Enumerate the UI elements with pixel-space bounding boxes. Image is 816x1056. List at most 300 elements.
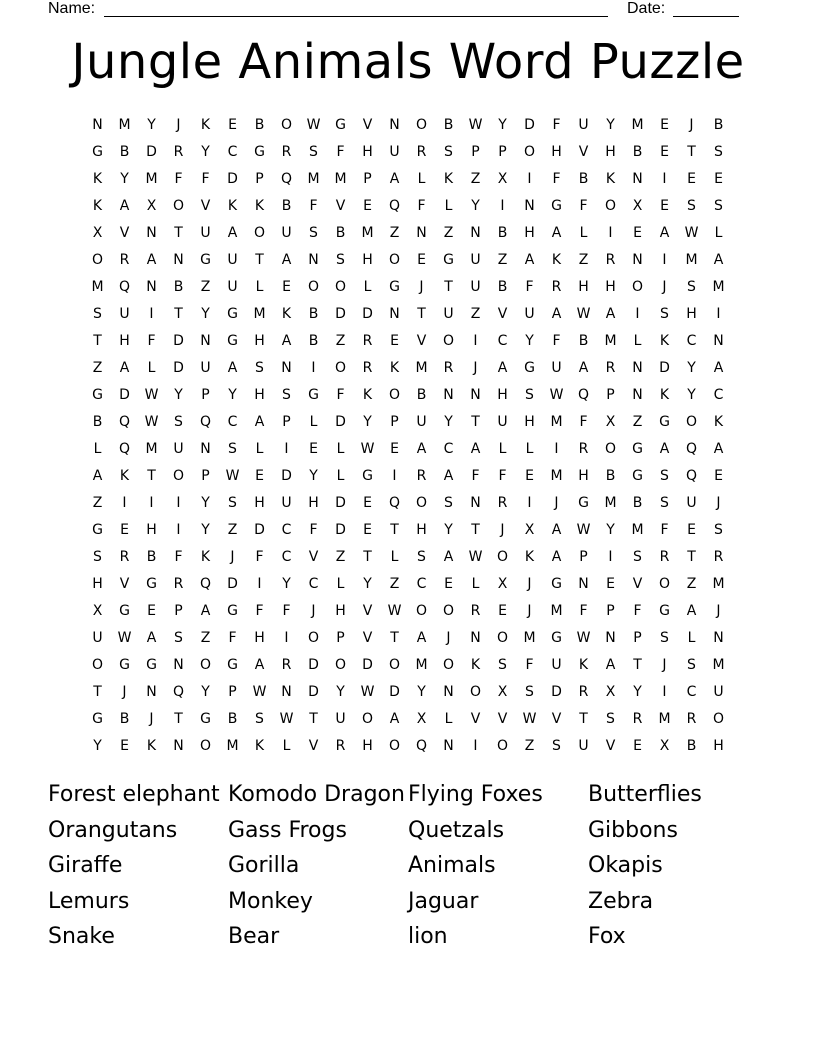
grid-letter: A bbox=[551, 549, 562, 565]
grid-letter: G bbox=[308, 387, 319, 403]
grid-letter: A bbox=[200, 603, 211, 619]
grid-letter: M bbox=[631, 522, 644, 538]
date-label: Date: bbox=[627, 0, 666, 17]
grid-letter: V bbox=[605, 738, 616, 754]
grid-letter: P bbox=[336, 630, 345, 646]
grid-letter: H bbox=[362, 252, 373, 268]
grid-letter: X bbox=[497, 171, 508, 187]
grid-letter: N bbox=[92, 117, 103, 133]
grid-letter: R bbox=[119, 549, 130, 565]
grid-letter: K bbox=[92, 171, 103, 187]
grid-letter: K bbox=[254, 738, 265, 754]
grid-letter: O bbox=[496, 738, 509, 754]
grid-letter: B bbox=[578, 333, 589, 349]
grid-letter: M bbox=[334, 171, 347, 187]
grid-letter: E bbox=[633, 225, 642, 241]
grid-letter: Z bbox=[470, 306, 481, 322]
grid-letter: I bbox=[473, 738, 478, 754]
grid-letter: G bbox=[632, 441, 643, 457]
word-list-item: Snake bbox=[48, 924, 115, 949]
grid-letter: S bbox=[93, 306, 102, 322]
grid-letter: I bbox=[500, 198, 505, 214]
grid-letter: Y bbox=[606, 117, 615, 133]
grid-letter: A bbox=[686, 603, 697, 619]
grid-letter: J bbox=[149, 711, 154, 727]
grid-letter: F bbox=[228, 630, 237, 646]
grid-letter: T bbox=[255, 252, 264, 268]
grid-letter: E bbox=[120, 522, 129, 538]
grid-letter: N bbox=[416, 225, 427, 241]
grid-letter: U bbox=[335, 711, 346, 727]
grid-letter: O bbox=[442, 657, 455, 673]
grid-letter: Z bbox=[632, 414, 643, 430]
grid-letter: P bbox=[201, 468, 210, 484]
grid-letter: A bbox=[605, 306, 616, 322]
grid-letter: E bbox=[363, 522, 372, 538]
grid-letter: Q bbox=[172, 684, 185, 700]
grid-letter: P bbox=[606, 603, 615, 619]
grid-letter: E bbox=[714, 468, 723, 484]
grid-letter: O bbox=[712, 711, 725, 727]
grid-letter: S bbox=[498, 657, 507, 673]
grid-letter: Q bbox=[685, 441, 698, 457]
grid-letter: X bbox=[416, 711, 427, 727]
word-list-item: Komodo Dragon bbox=[228, 782, 405, 807]
grid-letter: A bbox=[146, 630, 157, 646]
grid-letter: U bbox=[92, 630, 103, 646]
grid-letter: G bbox=[362, 468, 373, 484]
grid-letter: R bbox=[686, 711, 697, 727]
grid-letter: O bbox=[388, 738, 401, 754]
grid-letter: W bbox=[360, 441, 375, 457]
grid-letter: H bbox=[578, 279, 589, 295]
grid-letter: S bbox=[633, 549, 642, 565]
grid-letter: D bbox=[173, 333, 184, 349]
grid-letter: O bbox=[523, 144, 536, 160]
grid-letter: A bbox=[92, 468, 103, 484]
grid-letter: U bbox=[416, 414, 427, 430]
grid-letter: F bbox=[552, 171, 561, 187]
grid-letter: T bbox=[147, 468, 156, 484]
grid-letter: H bbox=[146, 522, 157, 538]
grid-letter: D bbox=[254, 522, 265, 538]
grid-letter: B bbox=[632, 495, 643, 511]
grid-letter: F bbox=[255, 603, 264, 619]
grid-letter: N bbox=[632, 171, 643, 187]
grid-letter: Y bbox=[147, 117, 156, 133]
word-list-item: Jaguar bbox=[408, 888, 479, 914]
grid-letter: C bbox=[416, 576, 427, 592]
grid-letter: Z bbox=[92, 360, 103, 376]
grid-letter: D bbox=[335, 306, 346, 322]
grid-letter: S bbox=[174, 414, 183, 430]
grid-letter: A bbox=[578, 360, 589, 376]
grid-letter: N bbox=[281, 684, 292, 700]
grid-letter: L bbox=[336, 468, 345, 484]
grid-letter: O bbox=[442, 603, 455, 619]
grid-letter: A bbox=[659, 441, 670, 457]
grid-letter: F bbox=[336, 387, 345, 403]
grid-letter: T bbox=[174, 225, 183, 241]
grid-letter: Y bbox=[687, 387, 696, 403]
grid-letter: G bbox=[119, 603, 130, 619]
grid-letter: O bbox=[442, 333, 455, 349]
grid-letter: R bbox=[119, 252, 130, 268]
grid-letter: G bbox=[200, 252, 211, 268]
grid-letter: Z bbox=[524, 738, 535, 754]
grid-letter: E bbox=[660, 198, 669, 214]
grid-letter: F bbox=[201, 171, 210, 187]
grid-letter: F bbox=[255, 549, 264, 565]
grid-letter: R bbox=[497, 495, 508, 511]
grid-letter: K bbox=[443, 171, 454, 187]
grid-letter: X bbox=[146, 198, 157, 214]
grid-letter: D bbox=[524, 117, 535, 133]
grid-letter: X bbox=[92, 603, 103, 619]
grid-letter: N bbox=[389, 117, 400, 133]
grid-letter: K bbox=[470, 657, 481, 673]
grid-letter: J bbox=[662, 279, 667, 295]
grid-letter: M bbox=[145, 441, 158, 457]
grid-letter: P bbox=[579, 549, 588, 565]
grid-letter: A bbox=[551, 225, 562, 241]
grid-letter: L bbox=[525, 441, 534, 457]
grid-letter: D bbox=[362, 657, 373, 673]
grid-letter: Y bbox=[201, 522, 210, 538]
word-list-item: Monkey bbox=[228, 888, 313, 914]
grid-letter: O bbox=[91, 657, 104, 673]
grid-letter: I bbox=[311, 360, 316, 376]
grid-letter: M bbox=[91, 279, 104, 295]
grid-letter: R bbox=[632, 711, 643, 727]
grid-letter: E bbox=[714, 171, 723, 187]
grid-letter: B bbox=[173, 279, 184, 295]
grid-letter: D bbox=[659, 360, 670, 376]
grid-letter: Y bbox=[228, 387, 237, 403]
grid-letter: B bbox=[146, 549, 157, 565]
grid-letter: R bbox=[605, 360, 616, 376]
grid-letter: U bbox=[281, 225, 292, 241]
grid-letter: J bbox=[473, 360, 478, 376]
grid-letter: X bbox=[605, 684, 616, 700]
grid-letter: B bbox=[416, 387, 427, 403]
grid-letter: W bbox=[468, 117, 483, 133]
grid-letter: U bbox=[200, 360, 211, 376]
grid-letter: Z bbox=[200, 630, 211, 646]
grid-letter: Q bbox=[118, 279, 131, 295]
grid-letter: W bbox=[225, 468, 240, 484]
grid-letter: I bbox=[149, 306, 154, 322]
grid-letter: G bbox=[551, 198, 562, 214]
grid-letter: A bbox=[227, 360, 238, 376]
word-list-item: Lemurs bbox=[48, 888, 130, 914]
grid-letter: G bbox=[146, 576, 157, 592]
grid-letter: O bbox=[172, 468, 185, 484]
grid-letter: U bbox=[713, 684, 724, 700]
grid-letter: V bbox=[308, 738, 319, 754]
grid-letter: F bbox=[525, 279, 534, 295]
grid-letter: L bbox=[714, 225, 723, 241]
grid-letter: P bbox=[606, 387, 615, 403]
grid-letter: L bbox=[363, 279, 372, 295]
grid-letter: F bbox=[579, 414, 588, 430]
grid-letter: O bbox=[199, 657, 212, 673]
grid-letter: W bbox=[522, 711, 537, 727]
grid-letter: R bbox=[551, 279, 562, 295]
grid-letter: Y bbox=[606, 522, 615, 538]
grid-letter: I bbox=[392, 468, 397, 484]
grid-letter: A bbox=[713, 252, 724, 268]
grid-letter: R bbox=[416, 468, 427, 484]
grid-letter: U bbox=[173, 441, 184, 457]
grid-letter: P bbox=[201, 387, 210, 403]
grid-letter: V bbox=[362, 603, 373, 619]
grid-letter: B bbox=[308, 333, 319, 349]
grid-letter: N bbox=[308, 252, 319, 268]
grid-letter: I bbox=[473, 333, 478, 349]
grid-letter: R bbox=[578, 441, 589, 457]
grid-letter: V bbox=[470, 711, 481, 727]
grid-letter: E bbox=[525, 468, 534, 484]
header bbox=[48, 0, 748, 20]
grid-letter: B bbox=[281, 198, 292, 214]
grid-letter: M bbox=[604, 495, 617, 511]
grid-letter: N bbox=[281, 360, 292, 376]
grid-letter: A bbox=[659, 225, 670, 241]
grid-letter: B bbox=[119, 711, 130, 727]
grid-letter: I bbox=[284, 441, 289, 457]
grid-letter: O bbox=[307, 630, 320, 646]
grid-letter: T bbox=[363, 549, 372, 565]
grid-letter: V bbox=[335, 198, 346, 214]
grid-letter: O bbox=[334, 360, 347, 376]
grid-letter: L bbox=[255, 279, 264, 295]
grid-letter: H bbox=[497, 387, 508, 403]
grid-letter: P bbox=[498, 144, 507, 160]
grid-letter: D bbox=[308, 657, 319, 673]
grid-letter: J bbox=[176, 117, 181, 133]
grid-letter: E bbox=[120, 738, 129, 754]
grid-letter: S bbox=[228, 495, 237, 511]
grid-letter: J bbox=[689, 117, 694, 133]
grid-letter: S bbox=[525, 684, 534, 700]
grid-letter: E bbox=[660, 144, 669, 160]
grid-letter: D bbox=[335, 495, 346, 511]
grid-letter: B bbox=[227, 711, 238, 727]
grid-letter: N bbox=[632, 387, 643, 403]
grid-letter: I bbox=[149, 495, 154, 511]
grid-letter: A bbox=[281, 252, 292, 268]
grid-letter: G bbox=[227, 657, 238, 673]
grid-letter: O bbox=[388, 252, 401, 268]
grid-letter: O bbox=[361, 711, 374, 727]
grid-letter: D bbox=[551, 684, 562, 700]
grid-letter: P bbox=[633, 630, 642, 646]
grid-letter: A bbox=[470, 441, 481, 457]
grid-letter: B bbox=[713, 117, 724, 133]
grid-letter: T bbox=[579, 711, 588, 727]
word-list-item: Forest elephant bbox=[48, 782, 220, 807]
grid-letter: D bbox=[119, 387, 130, 403]
grid-letter: O bbox=[415, 117, 428, 133]
grid-letter: T bbox=[687, 549, 696, 565]
grid-letter: N bbox=[470, 225, 481, 241]
grid-letter: H bbox=[362, 144, 373, 160]
grid-letter: W bbox=[684, 225, 699, 241]
grid-letter: C bbox=[281, 522, 292, 538]
word-list-item: Fox bbox=[588, 924, 626, 949]
grid-letter: G bbox=[200, 711, 211, 727]
grid-letter: I bbox=[608, 549, 613, 565]
grid-letter: A bbox=[119, 198, 130, 214]
grid-letter: E bbox=[606, 576, 615, 592]
grid-letter: D bbox=[146, 144, 157, 160]
grid-letter: V bbox=[632, 576, 643, 592]
grid-letter: L bbox=[309, 414, 318, 430]
grid-letter: G bbox=[92, 711, 103, 727]
grid-letter: L bbox=[147, 360, 156, 376]
grid-letter: U bbox=[389, 144, 400, 160]
grid-letter: H bbox=[254, 333, 265, 349]
grid-letter: L bbox=[633, 333, 642, 349]
grid-letter: V bbox=[497, 306, 508, 322]
grid-letter: H bbox=[254, 630, 265, 646]
grid-letter: F bbox=[336, 144, 345, 160]
grid-letter: O bbox=[604, 198, 617, 214]
grid-letter: R bbox=[713, 549, 724, 565]
grid-letter: E bbox=[228, 117, 237, 133]
grid-letter: E bbox=[444, 576, 453, 592]
grid-letter: S bbox=[660, 468, 669, 484]
grid-letter: N bbox=[470, 387, 481, 403]
grid-letter: M bbox=[604, 333, 617, 349]
grid-letter: S bbox=[687, 198, 696, 214]
grid-letter: F bbox=[552, 117, 561, 133]
grid-letter: X bbox=[497, 684, 508, 700]
grid-letter: W bbox=[576, 306, 591, 322]
grid-letter: G bbox=[551, 630, 562, 646]
grid-letter: K bbox=[578, 657, 589, 673]
grid-letter: E bbox=[282, 279, 291, 295]
grid-letter: O bbox=[334, 657, 347, 673]
grid-letter: W bbox=[144, 387, 159, 403]
grid-letter: N bbox=[605, 630, 616, 646]
grid-letter: S bbox=[714, 198, 723, 214]
grid-letter: O bbox=[631, 279, 644, 295]
grid-letter: E bbox=[255, 468, 264, 484]
grid-letter: V bbox=[416, 333, 427, 349]
grid-letter: A bbox=[389, 711, 400, 727]
grid-letter: A bbox=[389, 171, 400, 187]
grid-letter: A bbox=[281, 333, 292, 349]
grid-letter: G bbox=[92, 522, 103, 538]
grid-letter: N bbox=[173, 657, 184, 673]
grid-letter: S bbox=[282, 387, 291, 403]
grid-letter: O bbox=[388, 657, 401, 673]
grid-letter: U bbox=[470, 252, 481, 268]
grid-letter: M bbox=[658, 711, 671, 727]
grid-letter: K bbox=[254, 198, 265, 214]
grid-letter: S bbox=[417, 549, 426, 565]
grid-letter: P bbox=[255, 171, 264, 187]
grid-letter: H bbox=[92, 576, 103, 592]
grid-letter: S bbox=[228, 441, 237, 457]
grid-letter: Z bbox=[389, 576, 400, 592]
grid-letter: W bbox=[360, 684, 375, 700]
grid-letter: D bbox=[173, 360, 184, 376]
grid-letter: G bbox=[254, 144, 265, 160]
grid-letter: W bbox=[279, 711, 294, 727]
grid-letter: N bbox=[470, 630, 481, 646]
grid-letter: Y bbox=[525, 333, 534, 349]
grid-letter: G bbox=[119, 657, 130, 673]
grid-letter: J bbox=[230, 549, 235, 565]
grid-letter: T bbox=[417, 306, 426, 322]
grid-letter: K bbox=[227, 198, 238, 214]
grid-letter: G bbox=[632, 468, 643, 484]
grid-letter: T bbox=[471, 414, 480, 430]
grid-letter: F bbox=[174, 171, 183, 187]
grid-letter: T bbox=[444, 279, 453, 295]
word-list-item: Gorilla bbox=[228, 853, 300, 878]
grid-letter: H bbox=[524, 225, 535, 241]
word-list bbox=[48, 780, 768, 958]
grid-letter: S bbox=[687, 657, 696, 673]
grid-letter: Y bbox=[498, 117, 507, 133]
grid-letter: Z bbox=[227, 522, 238, 538]
grid-letter: F bbox=[147, 333, 156, 349]
grid-letter: M bbox=[712, 657, 725, 673]
grid-letter: Z bbox=[92, 495, 103, 511]
grid-letter: B bbox=[632, 144, 643, 160]
grid-letter: N bbox=[389, 306, 400, 322]
grid-letter: B bbox=[497, 279, 508, 295]
grid-letter: A bbox=[416, 441, 427, 457]
grid-letter: O bbox=[388, 387, 401, 403]
grid-letter: W bbox=[306, 117, 321, 133]
grid-letter: S bbox=[444, 495, 453, 511]
grid-letter: S bbox=[660, 630, 669, 646]
grid-letter: E bbox=[363, 495, 372, 511]
grid-letter: N bbox=[200, 333, 211, 349]
grid-letter: W bbox=[252, 684, 267, 700]
grid-letter: Y bbox=[444, 414, 453, 430]
grid-letter: K bbox=[659, 333, 670, 349]
grid-letter: S bbox=[309, 225, 318, 241]
grid-letter: P bbox=[282, 414, 291, 430]
grid-letter: V bbox=[362, 117, 373, 133]
grid-letter: Y bbox=[309, 468, 318, 484]
grid-letter: U bbox=[578, 738, 589, 754]
grid-letter: L bbox=[444, 711, 453, 727]
grid-letter: R bbox=[659, 549, 670, 565]
grid-letter: L bbox=[282, 738, 291, 754]
grid-letter: T bbox=[174, 711, 183, 727]
grid-letter: E bbox=[498, 603, 507, 619]
grid-letter: O bbox=[253, 225, 266, 241]
grid-letter: U bbox=[551, 657, 562, 673]
grid-letter: A bbox=[443, 468, 454, 484]
grid-letter: F bbox=[417, 198, 426, 214]
page-title: Jungle Animals Word Puzzle bbox=[71, 34, 745, 90]
grid-letter: X bbox=[497, 576, 508, 592]
grid-letter: U bbox=[227, 279, 238, 295]
grid-letter: T bbox=[93, 333, 102, 349]
grid-letter: Z bbox=[578, 252, 589, 268]
grid-letter: T bbox=[390, 630, 399, 646]
grid-letter: D bbox=[227, 171, 238, 187]
grid-letter: O bbox=[415, 603, 428, 619]
